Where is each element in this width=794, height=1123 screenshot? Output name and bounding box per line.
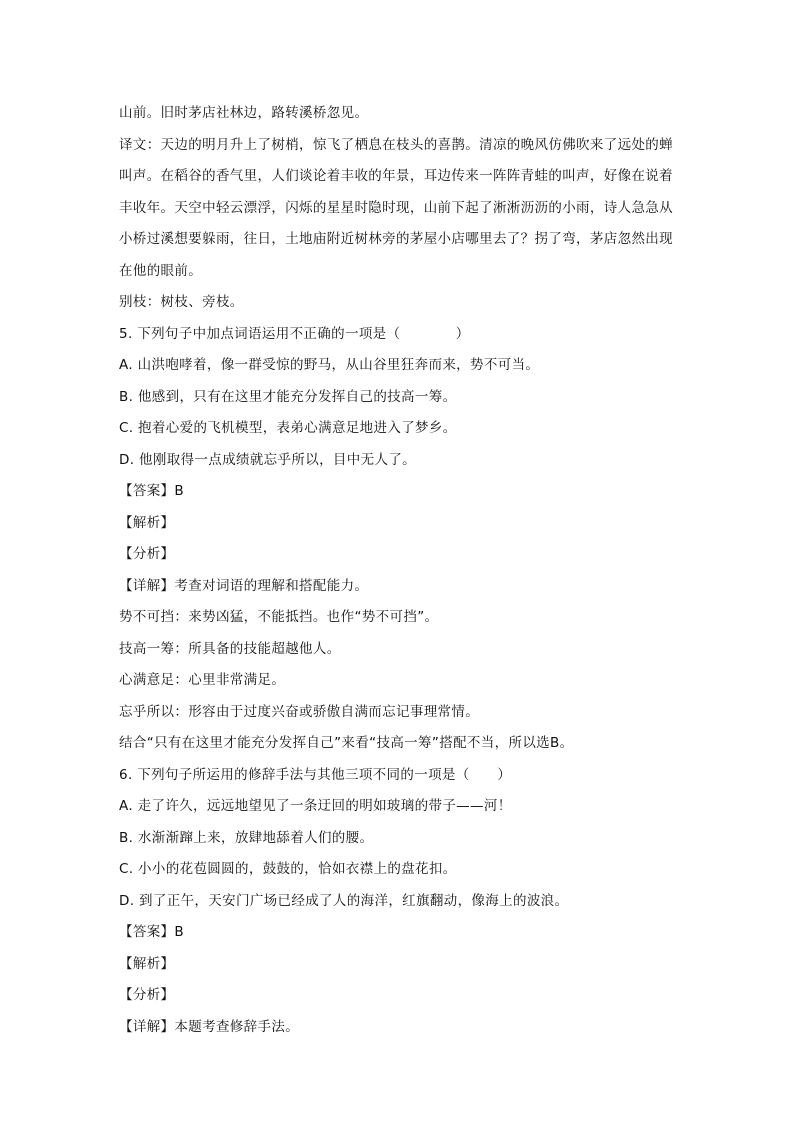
text-line: 心满意足：心里非常满足。	[119, 672, 286, 688]
option-b: B. 水渐渐蹿上来，放肆地舔着人们的腰。	[119, 829, 374, 846]
text-line: 小桥过溪想要躲雨，往日，土地庙附近树林旁的茅屋小店哪里去了？拐了弯，茅店忽然出现	[119, 231, 673, 247]
question-stem: 5. 下列句子中加点词语运用不正确的一项是（ ）	[119, 325, 470, 342]
detail-line: 【详解】考查对词语的理解和搭配能力。	[119, 577, 369, 594]
document-body	[119, 100, 689, 1045]
text-line: 势不可挡：来势凶猛，不能抵挡。也作“势不可挡”。	[119, 609, 439, 625]
analysis-heading: 【解析】	[119, 955, 175, 972]
text-line: 在他的眼前。	[119, 262, 203, 279]
detail-line: 【详解】本题考查修辞手法。	[119, 1018, 300, 1035]
analysis-heading: 【解析】	[119, 514, 175, 531]
option-d: D. 到了正午，天安门广场已经成了人的海洋，红旗翻动，像海上的波浪。	[119, 892, 569, 909]
text-line: 技高一筹：所具备的技能超越他人。	[119, 640, 341, 657]
option-b: B. 他感到，只有在这里才能充分发挥自己的技高一筹。	[119, 388, 457, 405]
text-line: 忘乎所以：形容由于过度兴奋或骄傲自满而忘记事理常情。	[119, 703, 480, 720]
analysis-subheading: 【分析】	[119, 987, 175, 1003]
text-line: 丰收年。天空中轻云漂浮，闪烁的星星时隐时现，山前下起了淅淅沥沥的小雨，诗人急急从	[119, 199, 673, 216]
text-line: 别枝：树枝、旁枝。	[119, 294, 244, 310]
text-line: 结合“只有在这里才能充分发挥自己”来看“技高一筹”搭配不当，所以选B。	[119, 735, 574, 751]
option-d: D. 他刚取得一点成绩就忘乎所以，目中无人了。	[119, 451, 417, 468]
answer-line: 【答案】B	[119, 483, 185, 499]
text-line: 译文：天边的明月升上了树梢，惊飞了栖息在枝头的喜鹊。清凉的晚风仿佛吹来了远处的蝉	[119, 136, 673, 153]
option-a: A. 山洪咆哮着，像一群受惊的野马，从山谷里狂奔而来，势不可当。	[119, 357, 540, 373]
text-line: 山前。旧时茅店社林边，路转溪桥忽见。	[119, 105, 369, 121]
question-stem: 6. 下列句子所运用的修辞手法与其他三项不同的一项是（ ）	[119, 766, 512, 783]
analysis-subheading: 【分析】	[119, 546, 175, 562]
answer-line: 【答案】B	[119, 924, 185, 940]
text-line: 叫声。在稻谷的香气里，人们谈论着丰收的年景，耳边传来一阵阵青蛙的叫声，好像在说着	[119, 168, 673, 184]
option-c: C. 小小的花苞圆圆的，鼓鼓的，恰如衣襟上的盘花扣。	[119, 861, 457, 877]
option-c: C. 抱着心爱的飞机模型，表弟心满意足地进入了梦乡。	[119, 420, 457, 436]
option-a: A. 走了许久，远远地望见了一条迂回的明如玻璃的带子——河！	[119, 798, 512, 814]
